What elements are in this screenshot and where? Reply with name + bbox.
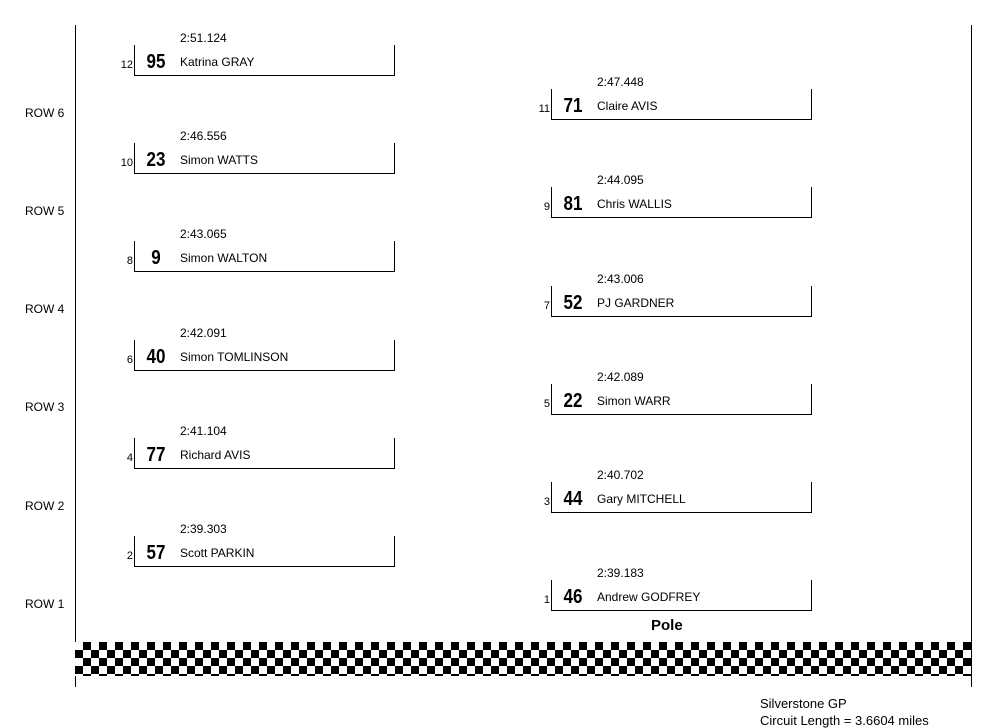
driver-name: Andrew GODFREY	[597, 590, 701, 604]
grid-box	[551, 187, 812, 218]
grid-slot-p3	[543, 468, 813, 532]
grid-position: 5	[543, 398, 550, 410]
grid-left-border	[75, 25, 76, 687]
grid-box	[134, 45, 395, 76]
row-label-2: ROW 2	[25, 499, 65, 513]
car-number: 77	[146, 444, 166, 466]
grid-slot-p10	[120, 129, 396, 193]
grid-box	[134, 438, 395, 469]
grid-box	[134, 536, 395, 567]
driver-name: Simon WARR	[597, 394, 671, 408]
grid-slot-p9	[543, 173, 813, 237]
grid-slot-p8	[126, 227, 396, 291]
grid-position: 11	[538, 103, 550, 115]
grid-slot-p12	[120, 31, 396, 95]
car-number: 81	[563, 193, 583, 215]
car-number: 9	[151, 247, 161, 269]
driver-name: Chris WALLIS	[597, 197, 672, 211]
car-number: 23	[146, 149, 166, 171]
row-tick	[75, 599, 76, 609]
lap-time: 2:46.556	[180, 129, 227, 143]
driver-name: PJ GARDNER	[597, 296, 675, 310]
lap-time: 2:39.183	[597, 566, 644, 580]
row-label-6: ROW 6	[25, 106, 65, 120]
grid-position: 9	[543, 201, 550, 213]
grid-position: 3	[543, 496, 550, 508]
car-number: 95	[146, 51, 166, 73]
car-number: 46	[563, 586, 583, 608]
grid-position: 2	[126, 550, 133, 562]
lap-time: 2:43.065	[180, 227, 227, 241]
grid-box	[551, 89, 812, 120]
driver-name: Richard AVIS	[180, 448, 251, 462]
lap-time: 2:42.091	[180, 326, 227, 340]
driver-name: Simon WATTS	[180, 153, 259, 167]
car-number: 52	[563, 292, 583, 314]
lap-time: 2:40.702	[597, 468, 644, 482]
car-number: 40	[146, 346, 166, 368]
row-tick	[75, 206, 76, 216]
lap-time: 2:43.006	[597, 272, 644, 286]
grid-slot-p5	[543, 370, 813, 434]
row-tick	[75, 304, 76, 314]
row-label-1: ROW 1	[25, 597, 65, 611]
row-label-4: ROW 4	[25, 302, 65, 316]
lap-time: 2:47.448	[597, 75, 644, 89]
circuit-length: Circuit Length = 3.6604 miles	[760, 713, 929, 728]
grid-box	[551, 384, 812, 415]
lap-time: 2:42.089	[597, 370, 644, 384]
circuit-name: Silverstone GP	[760, 696, 847, 711]
lap-time: 2:41.104	[180, 424, 227, 438]
pole-label: Pole	[651, 617, 683, 634]
car-number: 57	[146, 542, 166, 564]
grid-box	[551, 286, 812, 317]
row-tick	[75, 402, 76, 412]
row-tick	[75, 108, 76, 118]
driver-name: Simon WALTON	[180, 251, 268, 265]
row-label-5: ROW 5	[25, 204, 65, 218]
grid-position: 10	[120, 157, 133, 169]
driver-name: Scott PARKIN	[180, 546, 255, 560]
car-number: 71	[563, 95, 583, 117]
checkered-start-line	[75, 642, 971, 676]
grid-slot-p4	[126, 424, 396, 488]
lap-time: 2:51.124	[180, 31, 227, 45]
grid-slot-p11	[538, 75, 813, 139]
grid-position: 8	[126, 255, 133, 267]
driver-name: Katrina GRAY	[180, 55, 255, 69]
driver-name: Claire AVIS	[597, 99, 658, 113]
grid-slot-p2	[126, 522, 396, 586]
grid-slot-p7	[543, 272, 813, 336]
car-number: 22	[563, 390, 583, 412]
grid-position: 1	[543, 594, 550, 606]
car-number: 44	[563, 488, 583, 510]
grid-box	[134, 143, 395, 174]
lap-time: 2:39.303	[180, 522, 227, 536]
grid-position: 4	[126, 452, 133, 464]
grid-position: 7	[543, 300, 550, 312]
lap-time: 2:44.095	[597, 173, 644, 187]
row-tick	[75, 501, 76, 511]
row-label-3: ROW 3	[25, 400, 65, 414]
grid-position: 12	[120, 59, 133, 71]
driver-name: Gary MITCHELL	[597, 492, 686, 506]
grid-slot-p6	[126, 326, 396, 390]
grid-right-border	[971, 25, 972, 687]
grid-position: 6	[126, 354, 133, 366]
driver-name: Simon TOMLINSON	[180, 350, 289, 364]
